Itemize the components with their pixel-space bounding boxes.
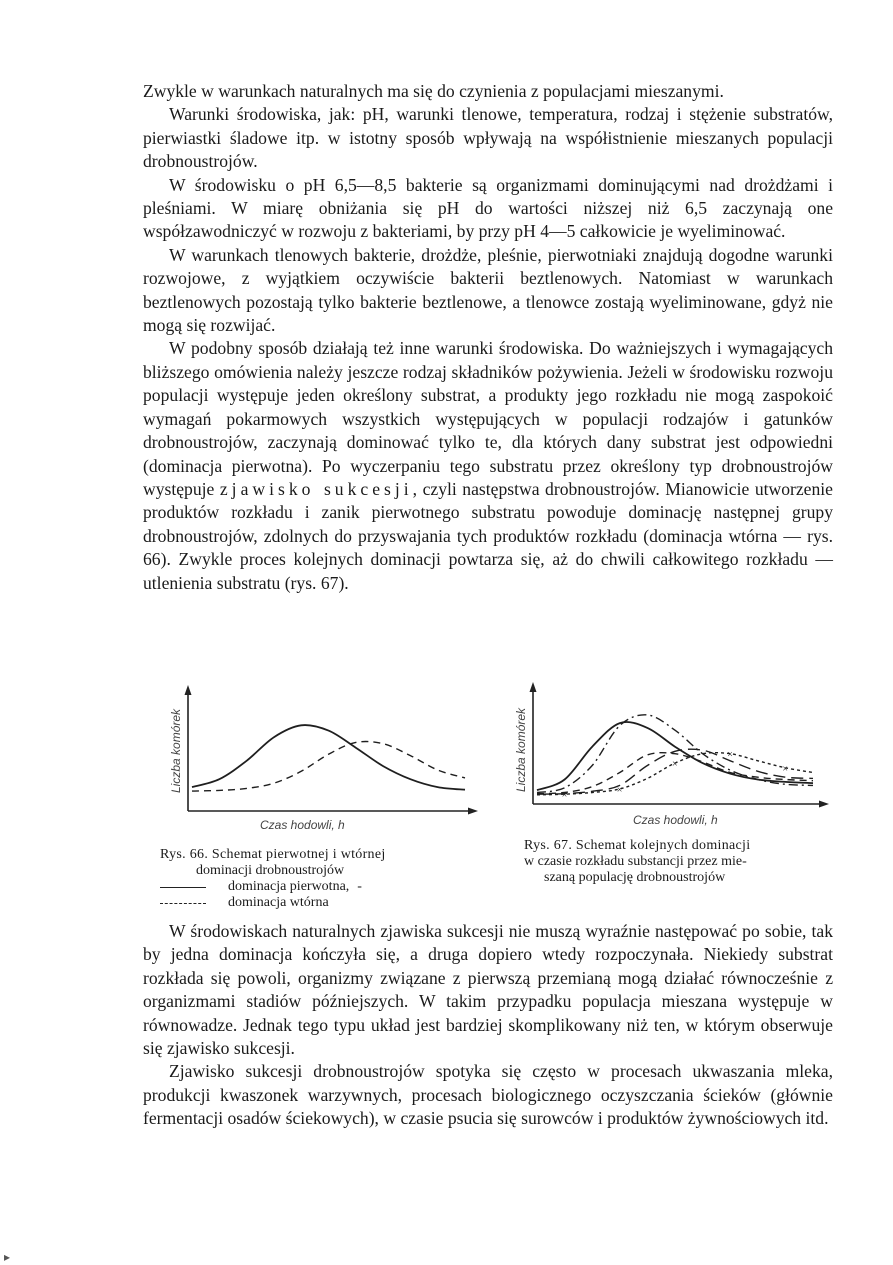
paragraph-3: W środowisku o pH 6,5—8,5 bakterie są organizmami dominującymi nad drożdżami i pleśniami. W miarę obniżania się pH do wartości niższej niż 6,5 zaczynają one współzawodniczyć w rozwoju z bakteriami, by przy pH 4—5 całkowicie je wyeliminować. (143, 174, 833, 242)
paragraph-6: W środowiskach naturalnych zjawiska sukcesji nie muszą wyraźnie następować po sobie, tak by jedna dominacja kończyła się, a druga dopiero wtedy rozpoczynała. Niekiedy substrat rozkłada się powoli, organizmy związane z pierwszą przemianą mogą działać równocześnie z organizmami stadiów późniejszych. W takim przypadku populacja mieszana występuje w równowadze. Jednak tego typu układ jest bardziej skomplikowany niż ten, w którym obserwuje się zjawisko sukcesji. (143, 921, 833, 1059)
fig66-series-0-line (192, 725, 465, 790)
text-block-bottom (143, 920, 833, 1131)
paragraph-1: Zwykle w warunkach naturalnych ma się do czynienia z populacjami mieszanymi. (143, 81, 724, 101)
legend-secondary (160, 895, 490, 911)
y-axis-label: Liczba komórek (514, 707, 528, 792)
legend-dashed-swatch (160, 903, 206, 904)
y-axis-arrow (185, 685, 192, 695)
figure-67-caption-line3: szaną populację drobnoustrojów (544, 870, 726, 885)
figure-67-caption-line2: w czasie rozkładu substancji przez mie- (524, 854, 747, 869)
figure-67-caption-line1: Rys. 67. Schemat kolejnych dominacji (524, 838, 751, 853)
paragraph-5-before: W podobny sposób działają też inne warunki środowiska. Do ważniejszych i wymagających bliższego omówienia należy jeszcze rodzaj składników pożywienia. Jeżeli w środowisku rozwoju populacji występuje jeden określony substrat, a produkty jego rozkładu nie mogą zaspokoić wymagań pokarmowych wszystkich występujących w populacji rodzajów i gatunków drobnoustrojów, zaczynają dominować tylko te, dla których dany substrat jest odpowiedni (dominacja pierwotna). Po wyczerpaniu tego substratu przez określony typ drobnoustrojów występuje (143, 338, 833, 499)
margin-mark: ▸ (4, 1250, 11, 1264)
paragraph-2: Warunki środowiska, jak: pH, warunki tlenowe, temperatura, rodzaj i stężenie substratów, pierwiastki śladowe itp. w istotny sposób wpływają na współistnienie mieszanych populacji drobnoustrojów. (143, 104, 833, 172)
figure-66-chart (160, 683, 480, 833)
paragraph-7: Zjawisko sukcesji drobnoustrojów spotyka się często w procesach ukwaszania mleka, produkcji kwaszonek warzywnych, procesach biologicznego oczyszczania ścieków (głównie fermentacji osadów ściekowych), w czasie psucia się surowców i produktów żywnościowych itd. (143, 1061, 833, 1129)
x-axis-label: Czas hodowli, h (260, 818, 345, 832)
fig67-series-4-marker: × (782, 763, 789, 775)
legend-solid-swatch (160, 887, 206, 888)
figure-66-caption (160, 847, 490, 911)
y-axis-arrow (530, 682, 537, 692)
y-axis-label: Liczba komórek (169, 708, 183, 793)
fig67-series-4-marker: × (672, 759, 678, 771)
legend-secondary-label: dominacja wtórna (228, 895, 329, 910)
succession-term: zjawisko sukcesji (219, 478, 413, 499)
legend-comma: - (357, 879, 362, 894)
paragraph-4: W warunkach tlenowych bakterie, drożdże, pleśnie, pierwotniaki znajdują dogodne warunki rozwojowe, z wyjątkiem oczywiście bakterii beztlenowych. Natomiast w warunkach beztlenowych pozostają tylko bakterie beztlenowe, a tlenowce zostają wyeliminowane, gdyż nie mogą się rozwijać. (143, 244, 833, 336)
fig67-series-0-line (537, 722, 813, 790)
paragraph-5 (143, 337, 833, 594)
fig67-series-4-marker: × (561, 790, 568, 802)
legend-primary-label: dominacja pierwotna, (228, 879, 350, 894)
figure-66-caption-line1: Rys. 66. Schemat pierwotnej i wtórnej (160, 847, 386, 862)
x-axis-arrow (468, 808, 478, 815)
fig67-series-4-marker: × (616, 784, 623, 796)
legend-primary (160, 879, 490, 895)
x-axis-arrow (819, 801, 829, 808)
fig67-series-3-line (537, 749, 813, 794)
figure-66-caption-line2: dominacji drobnoustrojów (196, 863, 345, 878)
figure-66 (160, 683, 480, 833)
figure-67 (505, 680, 835, 830)
figure-67-caption (524, 838, 844, 886)
text-block-top (143, 80, 833, 595)
figure-67-chart (505, 680, 835, 830)
x-axis-label: Czas hodowli, h (633, 813, 718, 827)
paragraph-5-after: , czyli następstwa drobnoustrojów. Mianowicie utworzenie produktów rozkładu i zanik pierwotnego substratu powoduje dominację następnej grupy drobnoustrojów, zdolnych do przyswajania tych produktów rozkładu (dominacja wtórna — rys. 66). Zwykle proces kolejnych dominacji powtarza się, aż do chwili całkowitego rozkładu — utlenienia substratu (rys. 67). (143, 478, 833, 593)
fig67-series-4-marker: × (727, 749, 733, 761)
